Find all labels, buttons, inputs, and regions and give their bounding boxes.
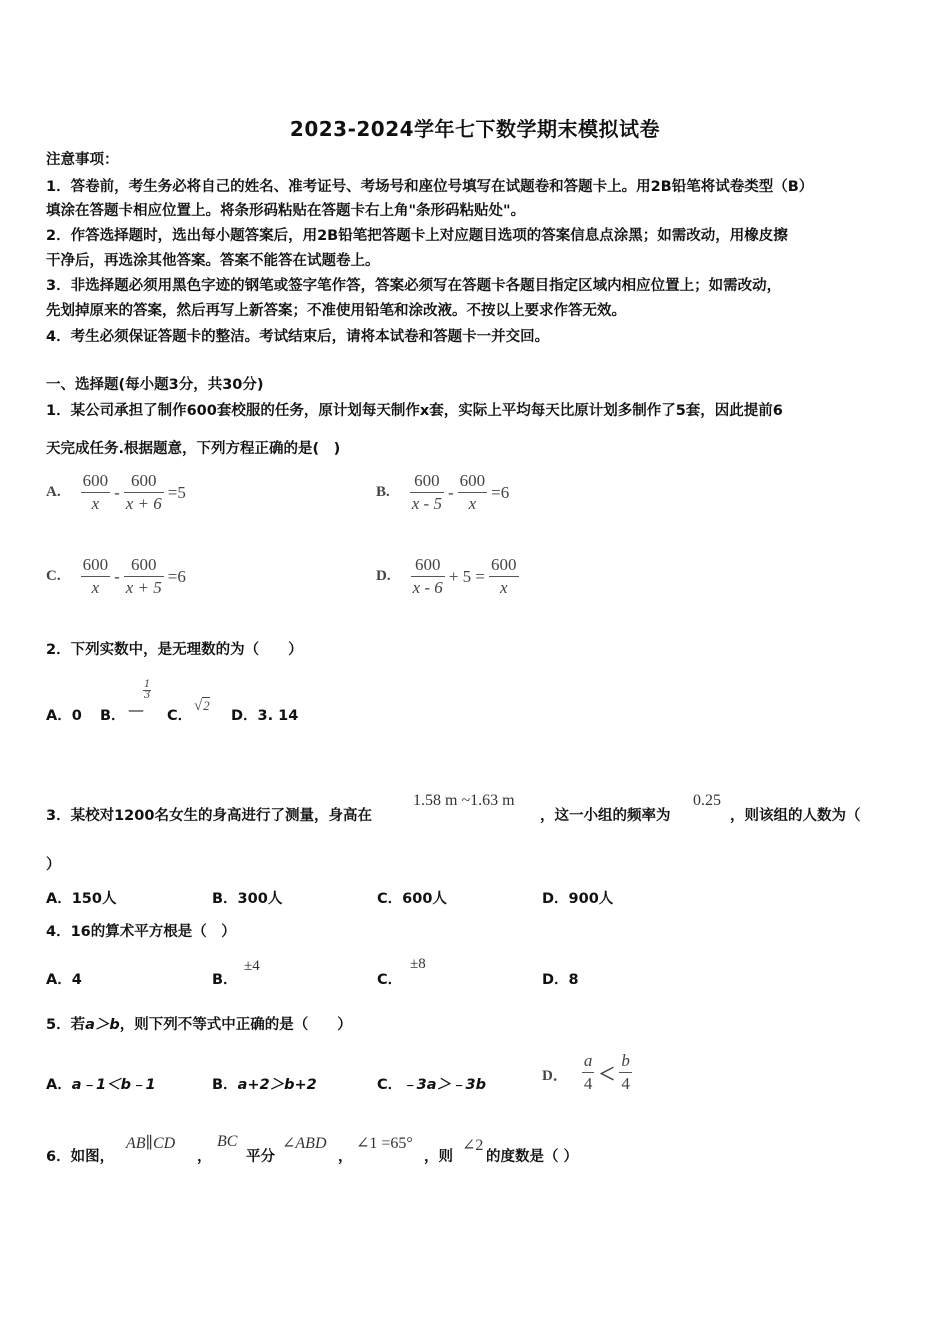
- question-1-stem: 天完成任务.根据题意，下列方程正确的是( ): [46, 441, 341, 457]
- notice-line: 干净后，再选涂其他答案。答案不能答在试题卷上。: [46, 253, 380, 269]
- question-4-option-b-label: B．: [212, 972, 238, 988]
- question-1-option-b: [376, 470, 509, 515]
- fraction: $\frac{600}{x + 5}$: [125, 555, 162, 597]
- notice-line: 4．考生必须保证答题卡的整洁。考试结束后，请将本试卷和答题卡一并交回。: [46, 329, 550, 345]
- notice-line: 3．非选择题必须用黑色字迹的钢笔或签字笔作答，答案必须写在答题卡各题目指定区域内相应位置上；如需改动，: [46, 278, 782, 294]
- height-range: 1.58 m ~1.63 m: [413, 792, 515, 809]
- condition: a＞b: [85, 1017, 120, 1033]
- rhs: =6: [491, 482, 510, 502]
- question-6-stem: ，则: [424, 1149, 453, 1165]
- question-6-stem: 6．如图，: [46, 1149, 115, 1165]
- question-5-option-c: C．﹣3a＞﹣3b: [377, 1077, 486, 1093]
- question-4-option-c-label: C．: [377, 972, 403, 988]
- option-label: C.: [46, 568, 61, 584]
- question-4-option-d: D．8: [542, 972, 579, 988]
- math-expression: AB∥CD: [126, 1135, 176, 1152]
- fraction: $\frac{600}{x}$: [459, 471, 486, 513]
- question-5-stem: 5．若a＞b，则下列不等式中正确的是（ ）: [46, 1017, 352, 1033]
- operator: -: [114, 482, 120, 502]
- notice-heading: 注意事项：: [46, 152, 119, 168]
- math-expression: ∠2: [462, 1137, 484, 1154]
- question-1-option-d: [376, 554, 519, 599]
- fraction: $\frac{600}{x + 6}$: [125, 471, 162, 513]
- punctuation: ，: [338, 1149, 353, 1165]
- option-label: B.: [376, 484, 390, 500]
- math-expression: ∠1 =65°: [356, 1135, 413, 1152]
- option-label: A.: [46, 484, 61, 500]
- fraction: $\frac{b}{4}$: [621, 1051, 630, 1093]
- math-expression: BC: [217, 1133, 238, 1150]
- option-label: D．: [542, 1068, 568, 1084]
- question-2-option-c-label: C．: [167, 708, 193, 724]
- question-1-option-a: [46, 470, 186, 515]
- question-3-option-c: C．600人: [377, 891, 447, 907]
- question-1-option-c: [46, 554, 186, 599]
- plus-minus-value: ±4: [244, 958, 260, 974]
- operator: -: [447, 482, 454, 502]
- question-4-stem: 4．16的算术平方根是（ ）: [46, 924, 236, 940]
- question-5-option-a: A．a﹣1＜b﹣1: [46, 1077, 156, 1093]
- rhs: =6: [167, 566, 186, 586]
- frequency-value: 0.25: [693, 792, 721, 809]
- fraction: $\frac{600}{x}$: [491, 555, 517, 597]
- fraction: $\frac{a}{4}$: [583, 1051, 593, 1093]
- question-3-stem: ，这一小组的频率为: [540, 808, 671, 824]
- question-2-option-d: D．3. 14: [231, 708, 299, 724]
- question-1-stem: 1．某公司承担了制作600套校服的任务，原计划每天制作x套，实际上平均每天比原计划多制作了5套，因此提前6: [46, 403, 783, 419]
- page-title: 2023-2024学年七下数学期末模拟试卷: [289, 117, 661, 141]
- punctuation: ，: [197, 1149, 212, 1165]
- question-3-stem: ）: [46, 857, 61, 873]
- question-3-option-b: B．300人: [212, 891, 283, 907]
- question-6-stem: 平分: [246, 1149, 275, 1165]
- fraction: $\frac{600}{x}$: [82, 471, 109, 513]
- fraction: $\frac{600}{x - 6}$: [412, 555, 443, 597]
- small-fraction: 1 3: [144, 679, 151, 701]
- operator: -: [114, 566, 120, 586]
- notice-line: 2．作答选择题时，选出每小题答案后，用2B铅笔把答题卡上对应题目选项的答案信息点涂黑；如需改动，用橡皮擦: [46, 228, 788, 244]
- middle: + 5 =: [448, 566, 485, 586]
- operator: ＜: [598, 1065, 616, 1084]
- sqrt-expression: √2: [194, 698, 210, 714]
- rhs: =5: [167, 482, 186, 502]
- question-3-stem: 3．某校对1200名女生的身高进行了测量，身高在: [46, 808, 372, 824]
- notice-line: 填涂在答题卡相应位置上。将条形码粘贴在答题卡右上角"条形码粘贴处"。: [46, 203, 526, 219]
- fraction: $\frac{600}{x - 5}$: [411, 471, 442, 513]
- question-3-option-d: D．900人: [542, 891, 614, 907]
- fraction: $\frac{600}{x}$: [82, 555, 109, 597]
- question-3-option-a: A．150人: [46, 891, 117, 907]
- question-5-option-d: [542, 1050, 632, 1095]
- notice-line: 1．答卷前，考生务必将自己的姓名、准考证号、考场号和座位号填写在试题卷和答题卡上。用2B铅笔将试卷类型（B）: [46, 179, 814, 195]
- question-2-option-b-label: B．: [100, 708, 126, 724]
- notice-line: 先划掉原来的答案，然后再写上新答案；不准使用铅笔和涂改液。不按以上要求作答无效。: [46, 303, 626, 319]
- question-5-option-b: B．a+2＞b+2: [212, 1077, 317, 1093]
- question-2-stem: 2．下列实数中，是无理数的为（ ）: [46, 642, 303, 658]
- option-label: D.: [376, 568, 391, 584]
- plus-minus-value: ±8: [410, 956, 426, 972]
- question-4-option-a: A．4: [46, 972, 82, 988]
- math-expression: ∠ABD: [282, 1135, 327, 1152]
- section-heading: 一、选择题(每小题3分，共30分): [46, 377, 264, 393]
- minus-sign: —: [128, 700, 144, 719]
- question-6-stem: 的度数是（ ）: [486, 1149, 579, 1165]
- question-2-option-a: A．0: [46, 708, 82, 724]
- question-3-stem: ，则该组的人数为（: [730, 808, 861, 824]
